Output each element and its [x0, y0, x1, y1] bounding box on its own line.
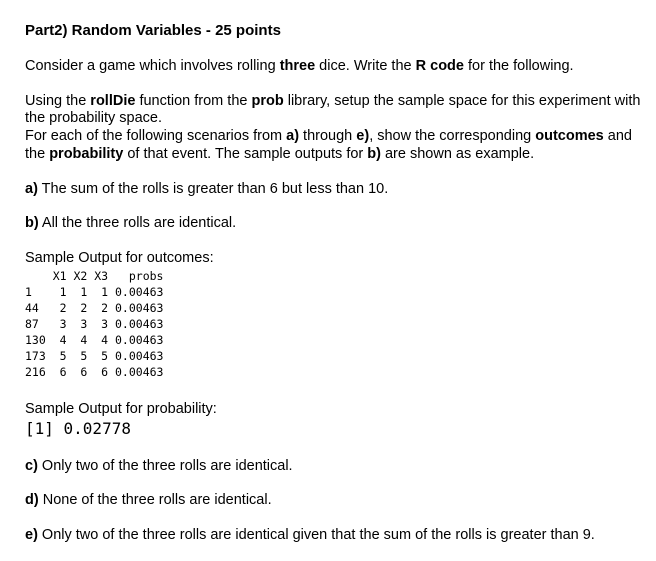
- table-row: 1 1 1 1 0.00463: [25, 285, 164, 299]
- table-row: 216 6 6 6 0.00463: [25, 365, 164, 379]
- setup-line-1: Using the rollDie function from the prob library, setup the sample space for this experiment with: [25, 93, 641, 109]
- item-a: a) The sum of the rolls is greater than 6 but less than 10.: [25, 181, 389, 197]
- item-c: c) Only two of the three rolls are identical.: [25, 458, 293, 474]
- table-row: 130 4 4 4 0.00463: [25, 333, 164, 347]
- setup-line-2: the probability space.: [25, 110, 163, 126]
- table-header: X1 X2 X3 probs: [25, 269, 164, 283]
- intro-paragraph: Consider a game which involves rolling three dice. Write the R code for the following.: [25, 58, 574, 74]
- setup-line-3: For each of the following scenarios from a) through e), show the corresponding outcomes and: [25, 128, 632, 144]
- table-row: 87 3 3 3 0.00463: [25, 317, 164, 331]
- item-d: d) None of the three rolls are identical.: [25, 492, 272, 508]
- page-title: Part2) Random Variables - 25 points: [25, 22, 281, 39]
- sample-outcomes-table: [25, 268, 163, 380]
- setup-line-4: the probability of that event. The sample outputs for b) are shown as example.: [25, 146, 535, 162]
- item-b: b) All the three rolls are identical.: [25, 215, 237, 231]
- table-row: 44 2 2 2 0.00463: [25, 301, 164, 315]
- sample-probability-value: [1] 0.02778: [25, 419, 131, 438]
- sample-outcomes-label: Sample Output for outcomes:: [25, 250, 214, 266]
- table-row: 173 5 5 5 0.00463: [25, 349, 164, 363]
- sample-probability-label: Sample Output for probability:: [25, 401, 217, 417]
- item-e: e) Only two of the three rolls are identical given that the sum of the rolls is greater than 9.: [25, 527, 595, 543]
